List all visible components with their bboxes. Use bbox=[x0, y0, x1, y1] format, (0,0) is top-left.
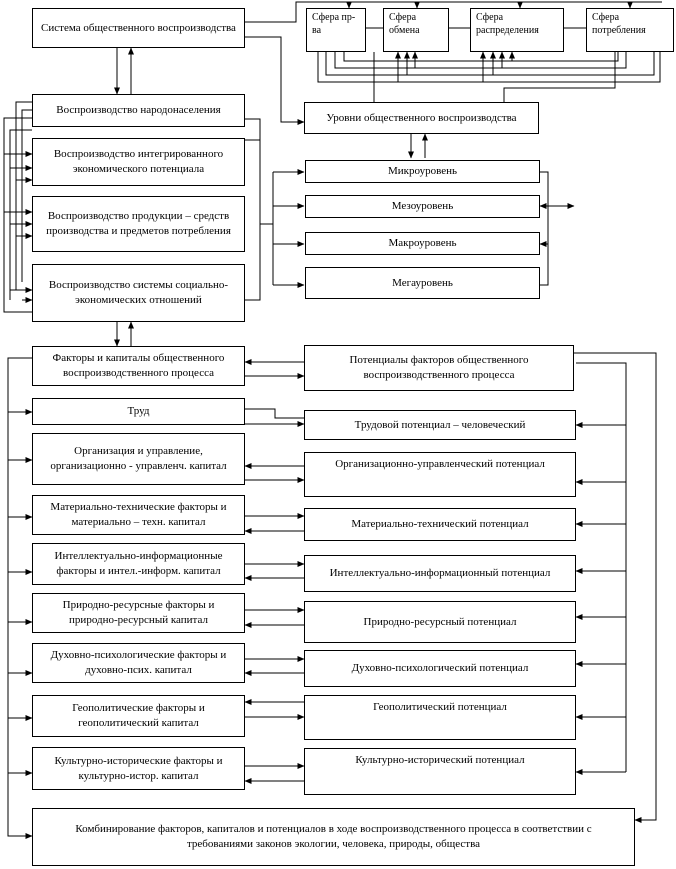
potential-intellectual-box: Интеллектуально-информационный потенциал bbox=[304, 555, 576, 592]
potential-labor-box: Трудовой потенциал – человеческий bbox=[304, 410, 576, 440]
combination-box: Комбинирование факторов, капиталов и потенциалов в ходе воспроизводственного процесса в соответствии с требованиями законов экологии, человека, природы, общества bbox=[32, 808, 635, 866]
potential-geopolitical-box: Геополитический потенциал bbox=[304, 695, 576, 740]
reproduction-potential-box: Воспроизводство интегрированного экономического потенциала bbox=[32, 138, 245, 186]
factor-spiritual-box: Духовно-психологические факторы и духовно-псих. капитал bbox=[32, 643, 245, 683]
system-box: Система общественного воспроизводства bbox=[32, 8, 245, 48]
level-mega-box: Мегауровень bbox=[305, 267, 540, 299]
reproduction-products-box: Воспроизводство продукции – средств производства и предметов потребления bbox=[32, 196, 245, 252]
potential-management-box: Организационно-управленческий потенциал bbox=[304, 452, 576, 497]
sphere-distribution-box: Сфера распределения bbox=[470, 8, 564, 52]
potentials-title-box: Потенциалы факторов общественного воспроизводственного процесса bbox=[304, 345, 574, 391]
levels-title-box: Уровни общественного воспроизводства bbox=[304, 102, 539, 134]
potential-spiritual-box: Духовно-психологический потенциал bbox=[304, 650, 576, 687]
level-macro-box: Макроуровень bbox=[305, 232, 540, 255]
reproduction-population-box: Воспроизводство народонаселения bbox=[32, 94, 245, 127]
sphere-exchange-box: Сфера обмена bbox=[383, 8, 449, 52]
factor-natural-box: Природно-ресурсные факторы и природно-ресурсный капитал bbox=[32, 593, 245, 633]
sphere-production-box: Сфера пр-ва bbox=[306, 8, 366, 52]
factor-intellectual-box: Интеллектуально-информационные факторы и интел.-информ. капитал bbox=[32, 543, 245, 585]
factor-management-box: Организация и управление, организационно - управленч. капитал bbox=[32, 433, 245, 485]
sphere-consumption-box: Сфера потребления bbox=[586, 8, 674, 52]
reproduction-relations-box: Воспроизводство системы социально-экономических отношений bbox=[32, 264, 245, 322]
factor-labor-box: Труд bbox=[32, 398, 245, 425]
potential-cultural-box: Культурно-исторический потенциал bbox=[304, 748, 576, 795]
potential-natural-box: Природно-ресурсный потенциал bbox=[304, 601, 576, 643]
factor-material-box: Материально-технические факторы и материально – техн. капитал bbox=[32, 495, 245, 535]
level-meso-box: Мезоуровень bbox=[305, 195, 540, 218]
factors-title-box: Факторы и капиталы общественного воспроизводственного процесса bbox=[32, 346, 245, 386]
factor-geopolitical-box: Геополитические факторы и геополитический капитал bbox=[32, 695, 245, 737]
level-micro-box: Микроуровень bbox=[305, 160, 540, 183]
factor-cultural-box: Культурно-исторические факторы и культурно-истор. капитал bbox=[32, 747, 245, 790]
potential-material-box: Материально-технический потенциал bbox=[304, 508, 576, 541]
